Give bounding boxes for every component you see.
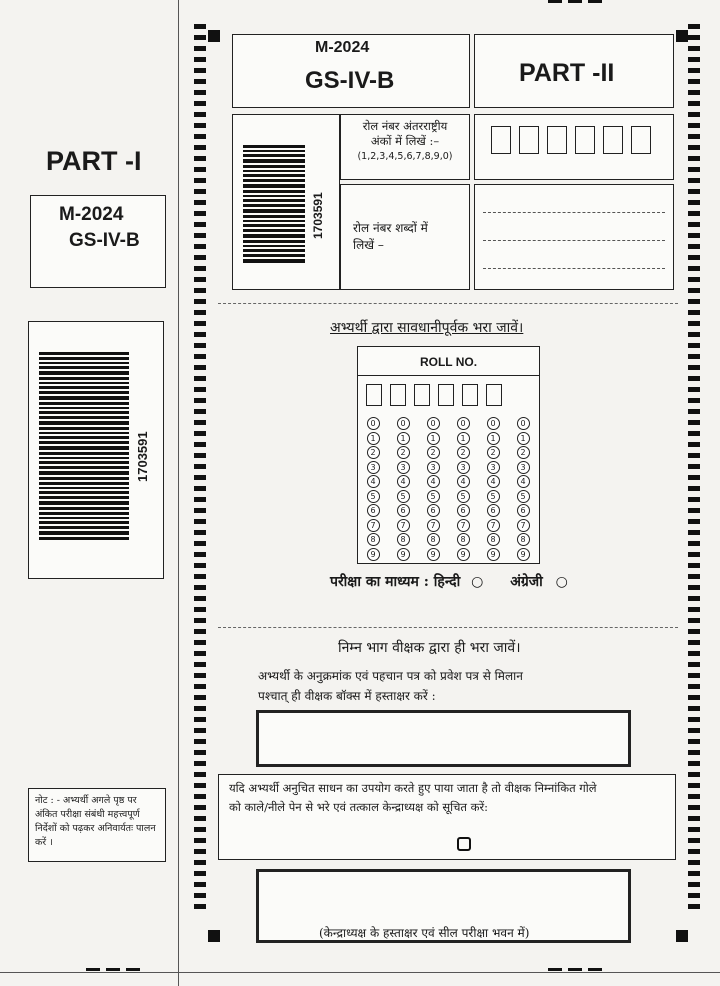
omr-bubble[interactable]: 4	[427, 475, 440, 488]
omr-bubble[interactable]: 0	[397, 417, 410, 430]
omr-bubble[interactable]: 0	[487, 417, 500, 430]
roll-digits-label-box	[340, 114, 470, 180]
roll-barcode-number: 1703591	[311, 192, 325, 239]
omr-bubble[interactable]: 5	[517, 490, 530, 503]
omr-bubble[interactable]: 7	[517, 519, 530, 532]
roll-digits-label-line2: अंकों में लिखें :–	[370, 134, 440, 148]
timing-marks-left	[194, 24, 206, 915]
superintendent-caption: (केन्द्राध्यक्ष के हस्ताक्षर एवं सील परीक्षा भवन में)	[319, 926, 530, 940]
omr-bubble[interactable]: 7	[457, 519, 470, 532]
omr-bubble[interactable]: 7	[427, 519, 440, 532]
header-part-label: PART -II	[519, 59, 615, 87]
roll-barcode	[243, 145, 305, 265]
omr-bubble[interactable]: 1	[367, 432, 380, 445]
header-paper-code: GS-IV-B	[305, 67, 395, 94]
omr-bubble[interactable]: 0	[367, 417, 380, 430]
roll-digits-label-line1: रोल नंबर अंतरराष्ट्रीय	[362, 119, 448, 133]
candidate-heading: अभ्यर्थी द्वारा सावधानीपूर्वक भरा जावें।	[330, 320, 524, 336]
omr-bubble[interactable]: 5	[397, 490, 410, 503]
omr-bubble[interactable]: 4	[487, 475, 500, 488]
omr-column[interactable]	[358, 417, 388, 562]
roll-digits-input-box[interactable]	[474, 114, 674, 180]
omr-bubble[interactable]: 6	[517, 504, 530, 517]
omr-bubble[interactable]: 9	[397, 548, 410, 561]
unfair-means-bubble[interactable]	[457, 837, 471, 851]
bottom-scan-mark-right	[548, 968, 608, 971]
omr-bubble[interactable]: 6	[427, 504, 440, 517]
omr-column[interactable]	[448, 417, 478, 562]
omr-bubble[interactable]: 9	[367, 548, 380, 561]
roll-words-label-line1: रोल नंबर शब्दों में	[353, 221, 428, 235]
header-code-box	[232, 34, 470, 108]
omr-column[interactable]	[508, 417, 538, 562]
section-divider-2	[218, 627, 678, 628]
corner-marker-bottom-right	[676, 930, 688, 942]
invigilator-instruction-line1: अभ्यर्थी के अनुक्रमांक एवं पहचान पत्र को प्रवेश पत्र से मिलान	[258, 669, 523, 683]
stub-barcode-number: 1703591	[135, 431, 150, 482]
roll-barcode-box	[232, 114, 340, 290]
omr-bubble[interactable]: 4	[397, 475, 410, 488]
omr-bubble[interactable]: 4	[457, 475, 470, 488]
omr-bubble[interactable]: 6	[457, 504, 470, 517]
omr-bubble[interactable]: 3	[457, 461, 470, 474]
omr-bubble[interactable]: 3	[367, 461, 380, 474]
medium-row	[330, 572, 568, 591]
omr-bubble[interactable]: 7	[397, 519, 410, 532]
omr-bubble[interactable]: 1	[427, 432, 440, 445]
omr-bubble[interactable]: 0	[427, 417, 440, 430]
omr-bubble[interactable]: 0	[517, 417, 530, 430]
roll-no-label: ROLL NO.	[358, 355, 539, 376]
omr-bubble[interactable]: 4	[517, 475, 530, 488]
invigilator-heading: निम्न भाग वीक्षक द्वारा ही भरा जावें।	[338, 640, 521, 656]
omr-bubble[interactable]: 2	[367, 446, 380, 459]
omr-bubble-grid[interactable]	[358, 417, 539, 562]
omr-column[interactable]	[418, 417, 448, 562]
stub-barcode	[39, 352, 129, 542]
bottom-scan-mark-left	[86, 968, 146, 971]
section-divider	[218, 303, 678, 304]
stub-barcode-box	[28, 321, 164, 579]
omr-bubble[interactable]: 8	[487, 533, 500, 546]
corner-marker-top-left	[208, 30, 220, 42]
omr-bubble[interactable]: 6	[487, 504, 500, 517]
omr-bubble[interactable]: 6	[397, 504, 410, 517]
bottom-rule	[0, 972, 720, 973]
unfair-means-box	[218, 774, 676, 860]
stub-code-box	[30, 195, 166, 288]
omr-bubble[interactable]: 3	[487, 461, 500, 474]
omr-bubble[interactable]: 7	[367, 519, 380, 532]
header-part-box	[474, 34, 674, 108]
roll-digits-label-line3: (1,2,3,4,5,6,7,8,9,0)	[357, 151, 453, 162]
medium-hindi-bubble[interactable]: ○	[471, 574, 484, 590]
omr-bubble[interactable]: 8	[397, 533, 410, 546]
roll-words-input-box[interactable]	[474, 184, 674, 290]
corner-marker-bottom-left	[208, 930, 220, 942]
roll-words-label-box	[340, 184, 470, 290]
omr-bubble[interactable]: 6	[367, 504, 380, 517]
omr-bubble[interactable]: 9	[427, 548, 440, 561]
omr-bubble[interactable]: 8	[517, 533, 530, 546]
omr-bubble[interactable]: 8	[427, 533, 440, 546]
omr-column[interactable]	[478, 417, 508, 562]
stub-exam-code: M-2024	[59, 204, 124, 225]
unfair-means-line1: यदि अभ्यर्थी अनुचित साधन का उपयोग करते हुए पाया जाता है तो वीक्षक निम्नांकित गोले	[229, 781, 597, 795]
omr-bubble[interactable]: 1	[517, 432, 530, 445]
omr-bubble[interactable]: 2	[487, 446, 500, 459]
roll-words-label-line2: लिखें –	[353, 238, 384, 252]
omr-bubble[interactable]: 2	[457, 446, 470, 459]
invigilator-signature-box[interactable]	[256, 710, 631, 767]
omr-bubble[interactable]: 3	[427, 461, 440, 474]
stub-paper-code: GS-IV-B	[69, 230, 140, 251]
omr-bubble[interactable]: 5	[487, 490, 500, 503]
omr-bubble[interactable]: 5	[457, 490, 470, 503]
omr-bubble[interactable]: 1	[487, 432, 500, 445]
omr-bubble[interactable]: 9	[487, 548, 500, 561]
perforation-line	[178, 0, 179, 986]
stub-part-label: PART -I	[46, 146, 142, 176]
unfair-means-line2: को काले/नीले पेन से भरे एवं तत्काल केन्द्राध्यक्ष को सूचित करें:	[229, 800, 489, 814]
roll-no-grid	[357, 346, 540, 564]
omr-bubble[interactable]: 9	[517, 548, 530, 561]
omr-bubble[interactable]: 4	[367, 475, 380, 488]
omr-bubble[interactable]: 7	[487, 519, 500, 532]
superintendent-signature-box[interactable]	[256, 869, 631, 943]
medium-label: परीक्षा का माध्यम : हिन्दी	[330, 574, 461, 590]
omr-bubble[interactable]: 8	[367, 533, 380, 546]
omr-bubble[interactable]: 3	[397, 461, 410, 474]
corner-marker-top-right	[676, 30, 688, 42]
stub-note-box	[28, 788, 166, 862]
omr-bubble[interactable]: 9	[457, 548, 470, 561]
omr-bubble[interactable]: 3	[517, 461, 530, 474]
omr-bubble[interactable]: 1	[457, 432, 470, 445]
omr-column[interactable]	[388, 417, 418, 562]
header-exam-code: M-2024	[315, 39, 370, 56]
omr-bubble[interactable]: 2	[517, 446, 530, 459]
invigilator-instruction-line2: पश्चात् ही वीक्षक बॉक्स में हस्ताक्षर करें :	[258, 689, 436, 703]
top-scan-mark	[548, 0, 608, 3]
omr-bubble[interactable]: 5	[427, 490, 440, 503]
omr-bubble[interactable]: 8	[457, 533, 470, 546]
omr-bubble[interactable]: 1	[397, 432, 410, 445]
omr-bubble[interactable]: 2	[427, 446, 440, 459]
stub-note-text: नोट : - अभ्यर्थी अगले पृष्ठ पर अंकित परीक्षा संबंधी महत्त्वपूर्ण निर्देशों को पढ़कर अनिवार्यतः पालन करें ।	[35, 795, 156, 848]
medium-english-bubble[interactable]: ○	[555, 574, 568, 590]
medium-english-label: अंग्रेजी	[510, 574, 543, 590]
omr-bubble[interactable]: 0	[457, 417, 470, 430]
omr-bubble[interactable]: 5	[367, 490, 380, 503]
timing-marks-right	[688, 24, 700, 915]
omr-bubble[interactable]: 2	[397, 446, 410, 459]
